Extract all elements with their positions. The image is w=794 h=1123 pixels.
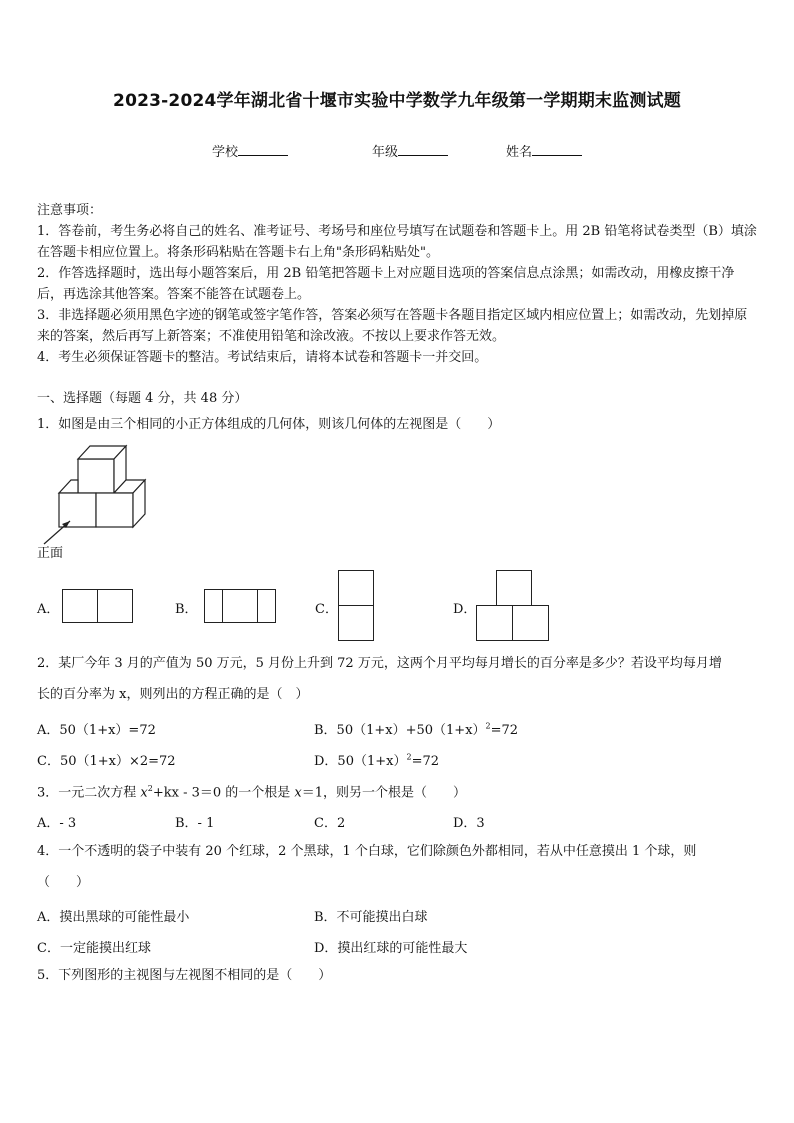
q2-stem-line2: 长的百分率为 x，则列出的方程正确的是（ ） <box>37 687 309 702</box>
page-title: 2023-2024学年湖北省十堰市实验中学数学九年级第一学期期末监测试题 <box>113 91 681 111</box>
name-field <box>506 141 582 160</box>
q3-stem-end: ＝1，则另一个根是（ ） <box>301 785 467 801</box>
note-1: 1．答卷前，考生务必将自己的姓名、准考证号、考场号和座位号填写在试题卷和答题卡上。用 2B 铅笔将试卷类型（B）填涂在答题卡相应位置上。将条形码粘贴在答题卡右上角"条形码粘贴处"。 <box>37 224 757 260</box>
q1-option-a-figure <box>62 589 134 625</box>
section-heading: 一、选择题（每题 4 分，共 48 分） <box>37 391 248 406</box>
note-2: 2．作答选择题时，选出每小题答案后，用 2B 铅笔把答题卡上对应题目选项的答案信息点涂黑；如需改动，用橡皮擦干净后，再选涂其他答案。答案不能答在试题卷上。 <box>37 266 735 302</box>
q3-stem-start: 3．一元二次方程 <box>37 785 141 801</box>
note-3: 3．非选择题必须用黑色字迹的钢笔或签字笔作答，答案必须写在答题卡各题目指定区域内相应位置上；如需改动，先划掉原来的答案，然后再写上新答案；不准使用铅笔和涂改液。不按以上要求作答无效。 <box>37 308 748 344</box>
q1-stem: 1．如图是由三个相同的小正方体组成的几何体，则该几何体的左视图是（ ） <box>37 417 501 432</box>
name-blank <box>532 143 582 156</box>
grade-label: 年级 <box>372 145 399 160</box>
q1-option-d: D． <box>453 602 477 617</box>
q3-option-b: B．- 1 <box>175 816 215 831</box>
name-label: 姓名 <box>506 145 533 160</box>
notes-heading: 注意事项： <box>37 203 103 218</box>
q2-option-d <box>314 750 439 769</box>
q1-option-b-figure <box>204 589 277 625</box>
q5-stem: 5．下列图形的主视图与左视图不相同的是（ ） <box>37 968 332 983</box>
q2-option-d-rhs: =72 <box>411 754 439 769</box>
q3-option-d: D．3 <box>453 816 485 831</box>
q2-option-d-exponent: 2 <box>406 752 412 762</box>
grade-blank <box>398 143 448 156</box>
q4-option-b: B．不可能摸出白球 <box>314 910 428 925</box>
q3-exponent: 2 <box>147 784 153 793</box>
q3-option-c: C．2 <box>314 816 346 831</box>
q2-option-b-exponent: 2 <box>485 721 491 731</box>
q2-option-b <box>314 719 518 738</box>
q4-option-a: A．摸出黑球的可能性最小 <box>37 910 190 925</box>
q4-option-d: D．摸出红球的可能性最大 <box>314 941 468 956</box>
school-blank <box>238 143 288 156</box>
q1-option-c: C． <box>315 602 338 617</box>
q2-option-a: A．50（1+x）=72 <box>37 723 156 738</box>
q3-stem <box>37 781 466 801</box>
q3-var-x2: x <box>294 785 302 801</box>
q4-stem-line2: （ ） <box>37 875 90 890</box>
q4-option-c: C．一定能摸出红球 <box>37 941 151 956</box>
q2-option-b-text: B．50（1+x）+50（1+x） <box>314 723 486 738</box>
front-label: 正面 <box>37 546 64 561</box>
q3-stem-mid: +kx - 3＝0 的一个根是 <box>152 785 295 801</box>
q1-option-c-figure <box>338 570 375 642</box>
q1-solid-figure <box>36 440 156 550</box>
grade-field <box>372 141 448 160</box>
q4-stem-line1: 4．一个不透明的袋子中装有 20 个红球，2 个黑球，1 个白球，它们除颜色外都相同，若从中任意摸出 1 个球，则 <box>37 844 697 859</box>
school-field <box>212 141 288 160</box>
note-4: 4．考生必须保证答题卡的整洁。考试结束后，请将本试卷和答题卡一并交回。 <box>37 350 488 365</box>
q3-option-a: A．- 3 <box>37 816 77 831</box>
q3-var-x: x <box>140 785 148 801</box>
q1-option-a: A． <box>37 602 60 617</box>
school-label: 学校 <box>212 145 239 160</box>
q1-option-d-figure <box>476 570 550 642</box>
q1-option-b: B． <box>175 602 198 617</box>
q2-stem-line1: 2．某厂今年 3 月的产值为 50 万元，5 月份上升到 72 万元，这两个月平均每月增长的百分率是多少？若设平均每月增 <box>37 656 722 671</box>
q2-option-d-text: D．50（1+x） <box>314 754 407 769</box>
q2-option-c: C．50（1+x）×2=72 <box>37 754 176 769</box>
q2-option-b-rhs: =72 <box>490 723 519 738</box>
